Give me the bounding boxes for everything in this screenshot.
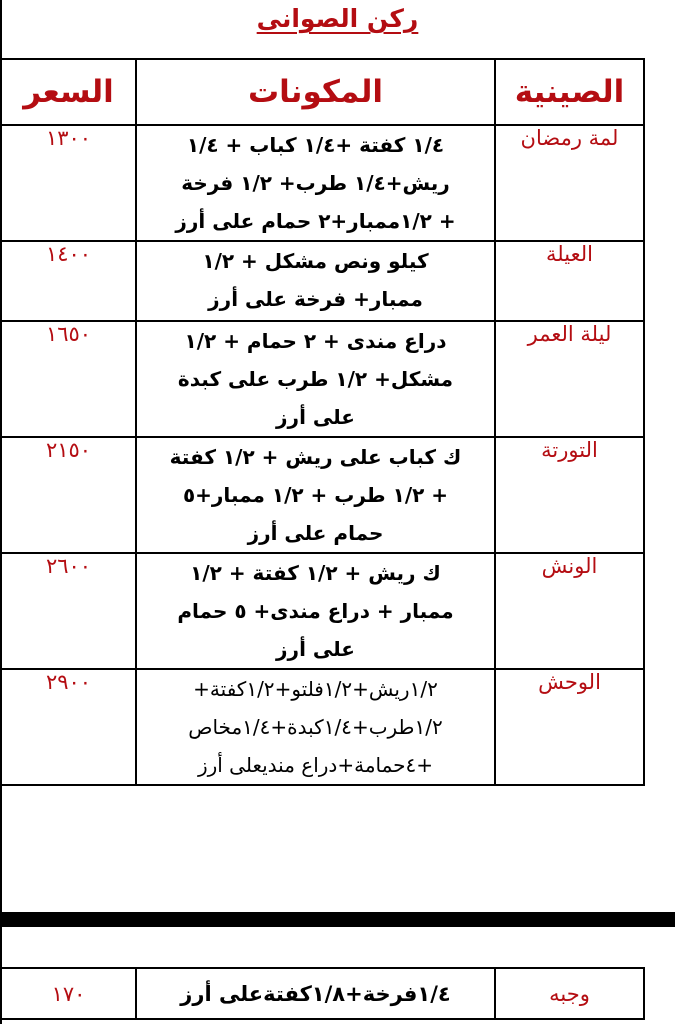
row-ingredients <box>136 437 495 553</box>
row-tray-name: التورتة <box>495 437 644 553</box>
header-ingredients: المكونات <box>136 59 495 125</box>
table-row <box>1 968 644 1019</box>
table-row <box>1 437 644 553</box>
row-price: ٢٦٠٠ <box>1 553 136 669</box>
ingredients-line: كيلو ونص مشكل + ١/٢ <box>202 249 429 273</box>
row-tray-name: الوحش <box>495 669 644 785</box>
ingredients-line: + ١/٢ممبار+٢ حمام على أرز <box>175 209 456 233</box>
table-row <box>1 553 644 669</box>
row-price: ١٤٠٠ <box>1 241 136 321</box>
ingredients-line: ١/٢ريش+١/٢فلتو+١/٢كفتة+ <box>193 677 438 701</box>
row-price: ١٣٠٠ <box>1 125 136 241</box>
ingredients-line: ك كباب على ريش + ١/٢ كفتة <box>169 445 462 469</box>
table-row <box>1 125 644 241</box>
row-ingredients <box>136 669 495 785</box>
table-header-row <box>1 59 644 125</box>
table-row <box>1 241 644 321</box>
row-tray-name: لمة رمضان <box>495 125 644 241</box>
table-row <box>1 321 644 437</box>
row-ingredients <box>136 321 495 437</box>
ingredients-line: ريش+١/٤ طرب+ ١/٢ فرخة <box>181 171 450 195</box>
section-divider <box>0 912 675 927</box>
row-tray-name: ليلة العمر <box>495 321 644 437</box>
meal-name: وجبه <box>495 968 644 1019</box>
meal-table <box>0 967 645 1020</box>
ingredients-line: ١/٤ كفتة +١/٤ كباب + ١/٤ <box>186 133 445 157</box>
meal-price: ١٧٠ <box>1 968 136 1019</box>
ingredients-line: ممبار+ فرخة على أرز <box>208 287 423 311</box>
header-tray: الصينية <box>495 59 644 125</box>
ingredients-line: +٤حمامة+دراع منديعلى أرز <box>197 753 434 777</box>
meal-ingredients: ١/٤فرخة+١/٨كفتةعلى أرز <box>136 968 495 1019</box>
ingredients-line: ممبار + دراع مندى+ ٥ حمام <box>177 599 454 623</box>
row-ingredients <box>136 241 495 321</box>
row-price: ٢١٥٠ <box>1 437 136 553</box>
ingredients-line: على أرز <box>276 637 355 661</box>
header-price: السعر <box>1 59 136 125</box>
ingredients-line: مشكل+ ١/٢ طرب على كبدة <box>177 367 454 391</box>
ingredients-line: ١/٢طرب+١/٤كبدة+١/٤مخاص <box>188 715 443 739</box>
ingredients-line: ك ريش + ١/٢ كفتة + ١/٢ <box>190 561 441 585</box>
trays-table <box>0 58 645 786</box>
row-ingredients <box>136 553 495 669</box>
ingredients-line: حمام على أرز <box>247 521 384 545</box>
row-ingredients <box>136 125 495 241</box>
row-tray-name: العيلة <box>495 241 644 321</box>
ingredients-line: + ١/٢ طرب + ١/٢ ممبار+٥ <box>182 483 449 507</box>
row-tray-name: الونش <box>495 553 644 669</box>
row-price: ٢٩٠٠ <box>1 669 136 785</box>
table-row <box>1 669 644 785</box>
page-title <box>0 4 675 33</box>
ingredients-line: على أرز <box>276 405 355 429</box>
row-price: ١٦٥٠ <box>1 321 136 437</box>
page-title-text: ركن الصوانى <box>256 4 419 33</box>
ingredients-line: دراع مندى + ٢ حمام + ١/٢ <box>184 329 447 353</box>
